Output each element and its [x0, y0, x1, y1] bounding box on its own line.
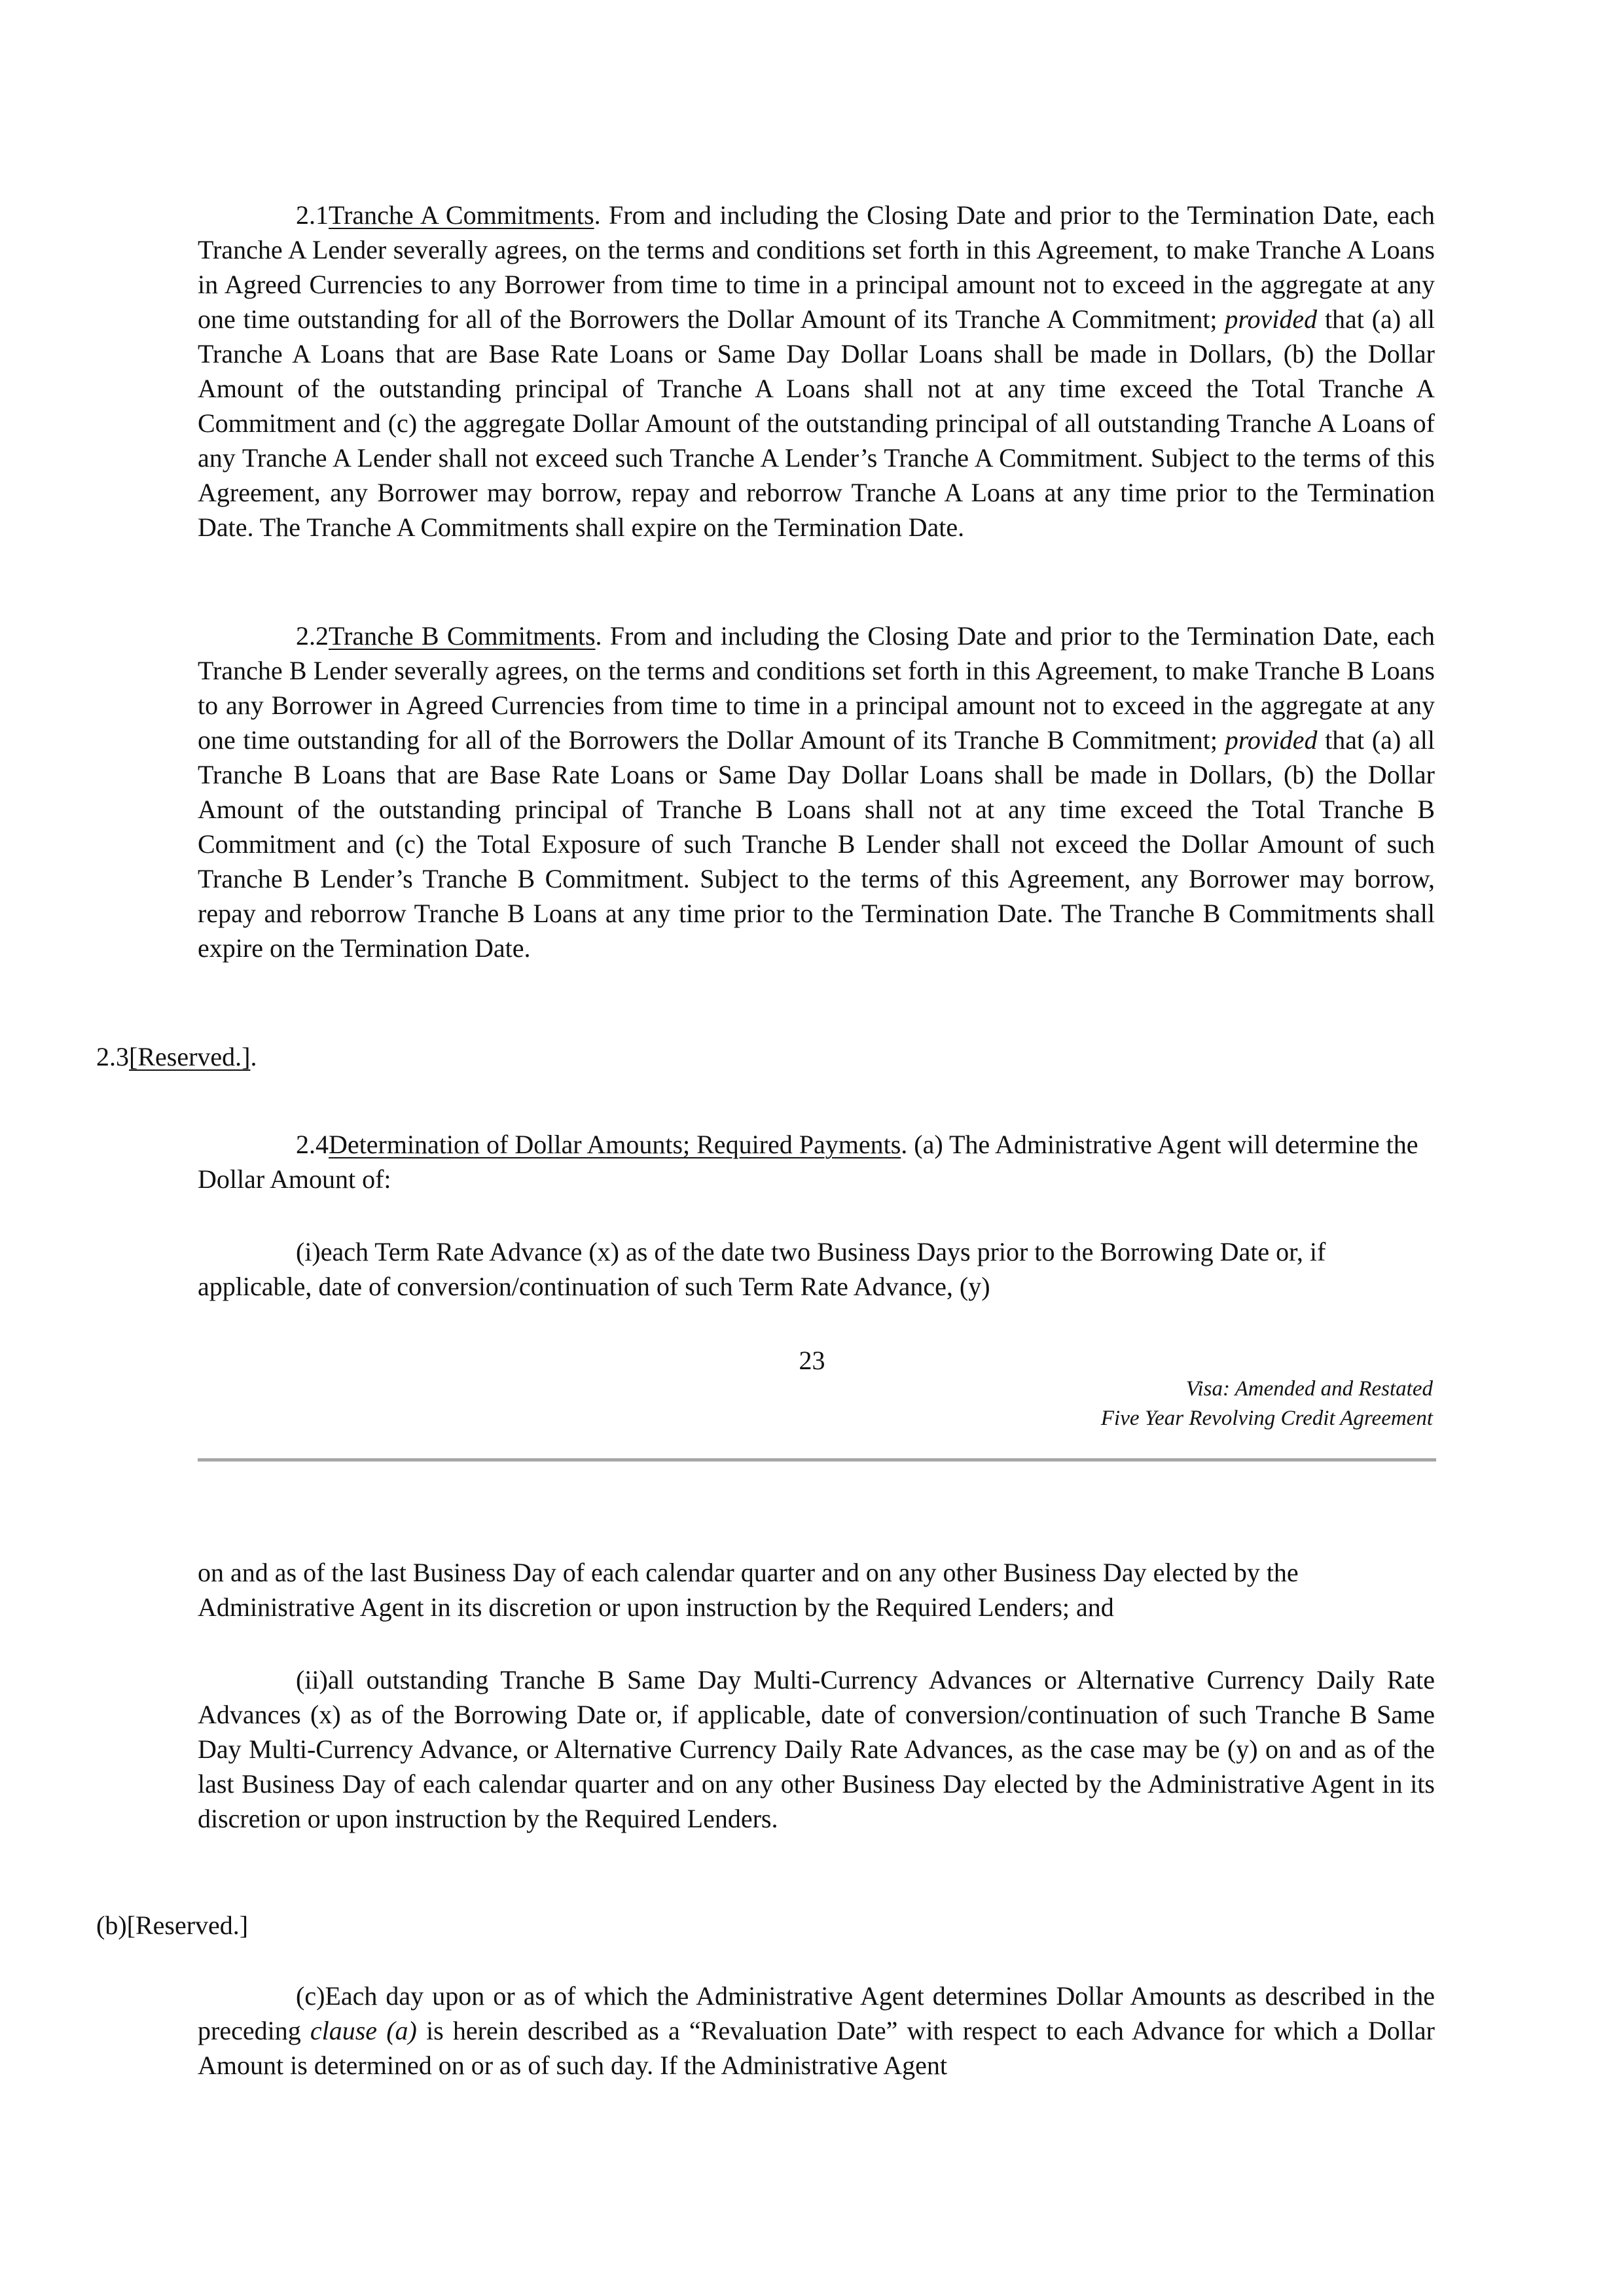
- section-heading: Tranche A Commitments: [329, 200, 594, 230]
- section-heading: Determination of Dollar Amounts; Required Payments: [329, 1130, 901, 1159]
- item-b: (b)[Reserved.]: [96, 1910, 249, 1940]
- item-ii: (ii)all outstanding Tranche B Same Day Multi-Currency Advances or Alternative Currency Daily Rate Advances (x) as of the Borrowing Date or, if applicable, date of conversion/continuation of such Tranche B Same Day Multi-Currency Advance, or Alternative Currency Daily Rate Advances, as the case may be (y) on and as of the last Business Day of each calendar quarter and on any other Business Day elected by the Administrative Agent in its discretion or upon instruction by the Required Lenders.: [198, 1665, 1435, 1833]
- continuation-paragraph: on and as of the last Business Day of each calendar quarter and on any other Business Day elected by the Administrative Agent in its discretion or upon instruction by the Required Lenders; and: [198, 1558, 1299, 1622]
- section-heading: [Reserved.]: [129, 1042, 251, 1071]
- item-i: (i)each Term Rate Advance (x) as of the date two Business Days prior to the Borrowing Date or, if applicable, date of conversion/continuation of such Term Rate Advance, (y): [198, 1237, 1326, 1301]
- item-c: [198, 1979, 1435, 2083]
- item-c-text: (c)Each day upon or as of which the Administrative Agent determines Dollar Amounts as described in the preceding: [198, 1981, 1435, 2045]
- section-tail: .: [250, 1042, 257, 1071]
- section-number: 2.2: [296, 621, 329, 651]
- page-number: 23: [799, 1346, 825, 1375]
- page-divider: [198, 1458, 1436, 1462]
- section-text: . From and including the Closing Date and prior to the Termination Date, each Tranche B Lender severally agrees, on the terms and conditions set forth in this Agreement, to make Tranche B Loans to any Borrower in Agreed Currencies from time to time in a principal amount not to exceed in the aggregate at any one time outstanding for all of the Borrowers the Dollar Amount of its Tranche B Commitment;: [198, 621, 1435, 755]
- section-2-4: [198, 1127, 1435, 1196]
- section-text: . From and including the Closing Date and prior to the Termination Date, each Tranche A Lender severally agrees, on the terms and conditions set forth in this Agreement, to make Tranche A Loans in Agreed Currencies to any Borrower from time to time in a principal amount not to exceed in the aggregate at any one time outstanding for all of the Borrowers the Dollar Amount of its Tranche A Commitment;: [198, 200, 1435, 334]
- section-number: 2.1: [296, 200, 329, 230]
- section-2-2: [198, 619, 1435, 965]
- footer-line-2: Five Year Revolving Credit Agreement: [1100, 1407, 1433, 1430]
- footer-line-1: Visa: Amended and Restated: [1185, 1377, 1433, 1401]
- italic-term: provided: [1225, 725, 1318, 755]
- section-number: 2.3: [96, 1042, 129, 1071]
- italic-term: provided: [1225, 304, 1318, 334]
- section-text: that (a) all Tranche B Loans that are Base Rate Loans or Same Day Dollar Loans shall be made in Dollars, (b) the Dollar Amount of the outstanding principal of Tranche B Loans shall not at any time exceed the Total Tranche B Commitment and (c) the Total Exposure of such Tranche B Lender shall not exceed the Dollar Amount of such Tranche B Lender’s Tranche B Commitment. Subject to the terms of this Agreement, any Borrower may borrow, repay and reborrow Tranche B Loans at any time prior to the Termination Date. The Tranche B Commitments shall expire on the Termination Date.: [198, 725, 1435, 963]
- item-c-text: is herein described as a “Revaluation Date” with respect to each Advance for which a Dollar Amount is determined on or as of such day. If the Administrative Agent: [198, 2016, 1435, 2080]
- section-2-1: [198, 198, 1435, 545]
- section-number: 2.4: [296, 1130, 329, 1159]
- section-heading: Tranche B Commitments: [329, 621, 596, 651]
- section-text: that (a) all Tranche A Loans that are Base Rate Loans or Same Day Dollar Loans shall be made in Dollars, (b) the Dollar Amount of the outstanding principal of Tranche A Loans shall not at any time exceed the Total Tranche A Commitment and (c) the aggregate Dollar Amount of the outstanding principal of all outstanding Tranche A Loans of any Tranche A Lender shall not exceed such Tranche A Lender’s Tranche A Commitment. Subject to the terms of this Agreement, any Borrower may borrow, repay and reborrow Tranche A Loans at any time prior to the Termination Date. The Tranche A Commitments shall expire on the Termination Date.: [198, 304, 1435, 542]
- italic-term: clause (a): [310, 2016, 417, 2045]
- section-text: . (a) The Administrative Agent will determine the Dollar Amount of:: [198, 1130, 1418, 1194]
- section-2-3: [96, 1039, 257, 1074]
